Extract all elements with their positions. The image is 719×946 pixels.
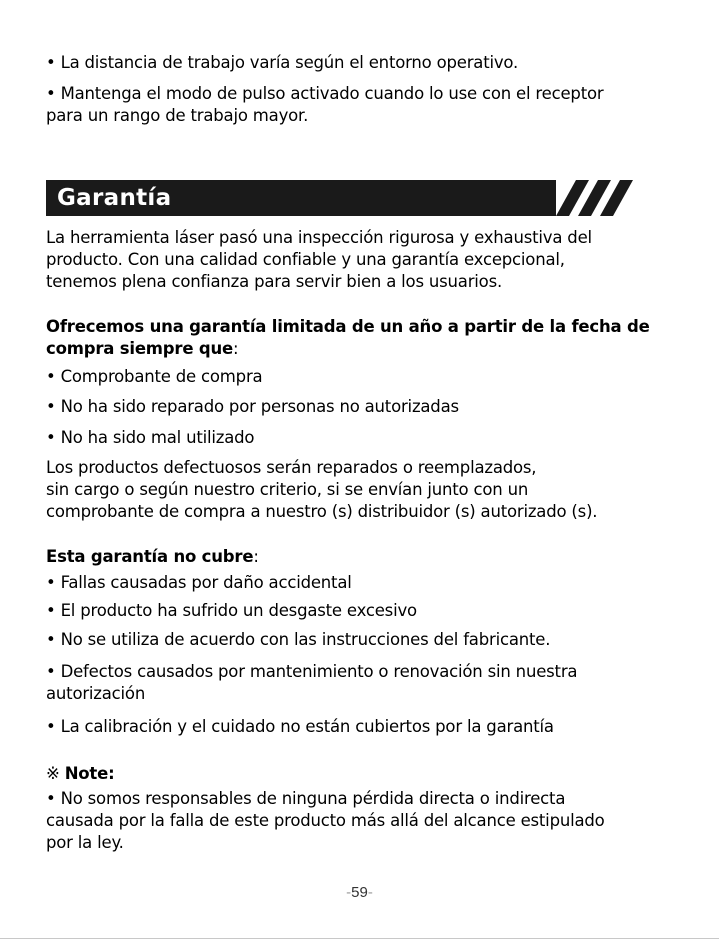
page-number-dash-left: - [346, 884, 352, 901]
not-covered-item: • El producto ha sufrido un desgaste excesivo [46, 601, 417, 620]
page-number-value: 59 [351, 884, 368, 901]
offer-paragraph-line: comprobante de compra a nuestro (s) distribuidor (s) autorizado (s). [46, 502, 598, 521]
offer-heading-bold: compra siempre que [46, 339, 234, 358]
not-covered-heading [46, 546, 259, 568]
intro-bullet: • Mantenga el modo de pulso activado cuando lo use con el receptor [46, 84, 604, 103]
offer-heading-colon: : [233, 339, 239, 358]
intro-bullet-continuation: para un rango de trabajo mayor. [46, 106, 309, 125]
note-symbol: ※ [46, 764, 60, 783]
bottom-divider [0, 938, 719, 939]
not-covered-item: • Fallas causadas por daño accidental [46, 573, 352, 592]
note-heading [46, 763, 115, 785]
note-line: causada por la falla de este producto más allá del alcance estipulado [46, 811, 605, 830]
offer-heading-continuation [46, 338, 238, 360]
offer-item: • Comprobante de compra [46, 367, 263, 386]
note-line: • No somos responsables de ninguna pérdida directa o indirecta [46, 789, 566, 808]
offer-paragraph-line: Los productos defectuosos serán reparados o reemplazados, [46, 458, 537, 477]
section-title: Garantía [57, 185, 172, 211]
not-covered-item: • No se utiliza de acuerdo con las instrucciones del fabricante. [46, 630, 551, 649]
not-covered-item: • La calibración y el cuidado no están cubiertos por la garantía [46, 717, 554, 736]
slash-decoration-icon [556, 180, 646, 216]
offer-paragraph-line: sin cargo o según nuestro criterio, si se envían junto con un [46, 480, 529, 499]
not-covered-heading-bold: Esta garantía no cubre [46, 547, 254, 566]
note-line: por la ley. [46, 833, 124, 852]
intro-paragraph-line: La herramienta láser pasó una inspección rigurosa y exhaustiva del [46, 228, 592, 247]
offer-heading: Ofrecemos una garantía limitada de un año a partir de la fecha de [46, 317, 650, 336]
not-covered-heading-colon: : [253, 547, 259, 566]
note-label: Note: [64, 764, 115, 783]
offer-item: • No ha sido mal utilizado [46, 428, 255, 447]
not-covered-item-continuation: autorización [46, 684, 146, 703]
page-number [0, 884, 719, 901]
page-number-dash-right: - [367, 884, 373, 901]
intro-paragraph-line: producto. Con una calidad confiable y una garantía excepcional, [46, 250, 565, 269]
offer-item: • No ha sido reparado por personas no autorizadas [46, 397, 459, 416]
intro-bullet: • La distancia de trabajo varía según el entorno operativo. [46, 53, 519, 72]
intro-paragraph-line: tenemos plena confianza para servir bien a los usuarios. [46, 272, 503, 291]
not-covered-item: • Defectos causados por mantenimiento o renovación sin nuestra [46, 662, 578, 681]
